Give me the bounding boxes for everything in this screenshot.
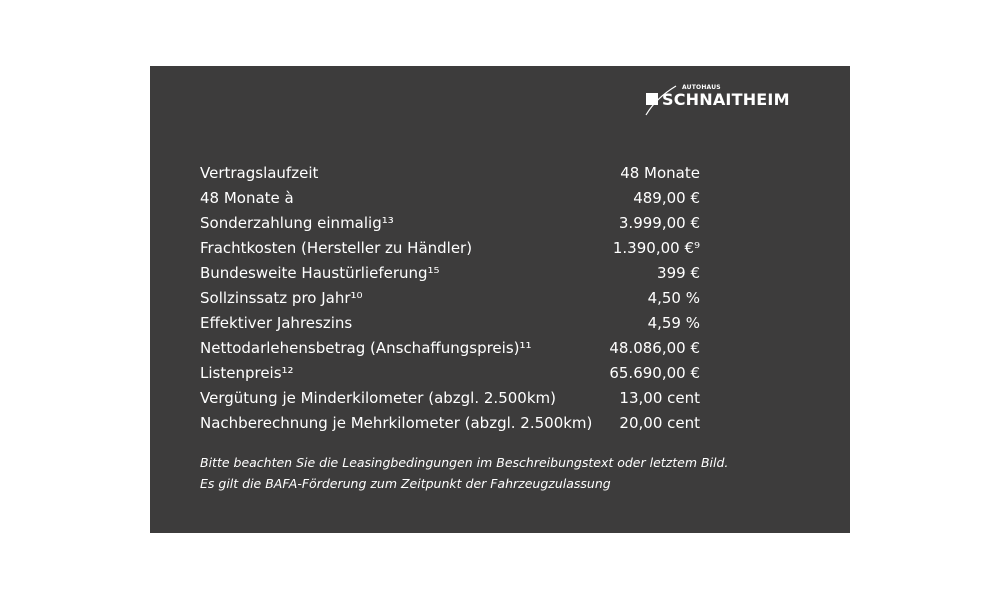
table-row xyxy=(200,386,700,411)
term-value: 3.999,00 € xyxy=(618,214,700,232)
term-value: 48 Monate xyxy=(620,164,700,182)
term-label: Nachberechnung je Mehrkilometer (abzgl. 2.500km) xyxy=(200,414,593,432)
term-value: 489,00 € xyxy=(633,189,700,207)
table-row xyxy=(200,261,700,286)
term-value: 13,00 cent xyxy=(619,389,700,407)
term-label: Bundesweite Haustürlieferung¹⁵ xyxy=(200,264,440,282)
term-value: 48.086,00 € xyxy=(609,339,700,357)
table-row xyxy=(200,361,700,386)
table-row xyxy=(200,161,700,186)
footnote-line: Es gilt die BAFA-Förderung zum Zeitpunkt der Fahrzeugzulassung xyxy=(200,476,611,491)
table-row xyxy=(200,211,700,236)
footnote-line: Bitte beachten Sie die Leasingbedingungen im Beschreibungstext oder letztem Bild. xyxy=(200,455,729,470)
table-row xyxy=(200,411,700,436)
table-row xyxy=(200,336,700,361)
logo-subtitle: AUTOHAUS xyxy=(682,84,721,91)
term-value: 1.390,00 €⁹ xyxy=(612,239,700,257)
term-value: 65.690,00 € xyxy=(609,364,700,382)
term-value: 4,59 % xyxy=(647,314,700,332)
table-row xyxy=(200,311,700,336)
term-label: 48 Monate à xyxy=(200,189,294,207)
term-label: Vergütung je Minderkilometer (abzgl. 2.500km) xyxy=(200,389,556,407)
term-label: Effektiver Jahreszins xyxy=(200,314,353,332)
leasing-info-card xyxy=(150,66,850,533)
term-label: Listenpreis¹² xyxy=(200,364,294,382)
term-value: 4,50 % xyxy=(647,289,700,307)
term-value: 20,00 cent xyxy=(619,414,700,432)
table-row xyxy=(200,186,700,211)
table-row xyxy=(200,286,700,311)
term-label: Sonderzahlung einmalig¹³ xyxy=(200,214,394,232)
logo-square-icon xyxy=(646,93,658,105)
term-label: Frachtkosten (Hersteller zu Händler) xyxy=(200,239,473,257)
table-row xyxy=(200,236,700,261)
logo-brand-name: SCHNAITHEIM xyxy=(662,90,790,109)
footnotes xyxy=(200,452,800,494)
term-value: 399 € xyxy=(657,264,700,282)
term-label: Sollzinssatz pro Jahr¹⁰ xyxy=(200,289,363,307)
term-label: Nettodarlehensbetrag (Anschaffungspreis)¹¹ xyxy=(200,339,532,357)
leasing-terms-table xyxy=(200,161,700,436)
term-label: Vertragslaufzeit xyxy=(200,164,319,182)
brand-logo xyxy=(642,84,802,118)
